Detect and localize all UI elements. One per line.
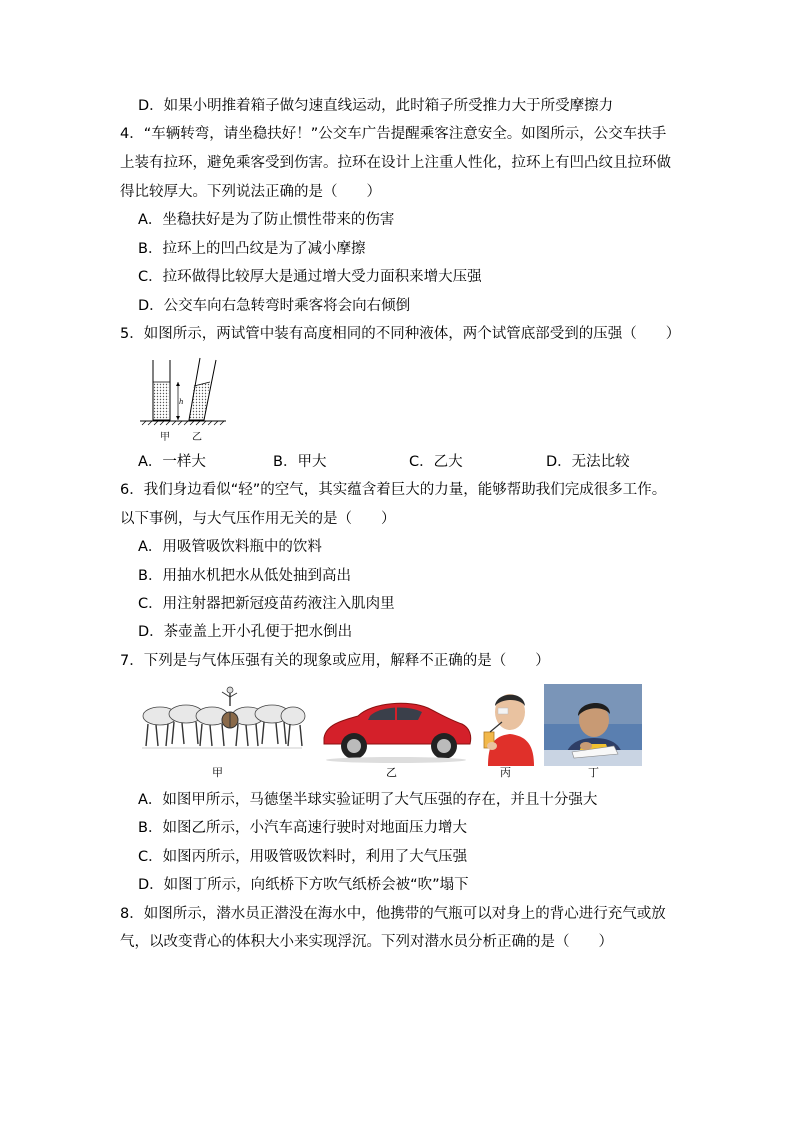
q7-stem: 7．下列是与气体压强有关的现象或应用，解释不正确的是（ ）: [120, 653, 550, 669]
magdeburg-horses-image: [138, 684, 306, 766]
q4-stem-line-3: 得比较厚大。下列说法正确的是（ ）: [120, 184, 381, 200]
paper-bridge-image: [544, 684, 642, 766]
caption-yi: 乙: [386, 766, 397, 779]
q4-stem-line-1: 4．“车辆转弯，请坐稳扶好！”公交车广告提醒乘客注意安全。如图所示，公交车扶手: [120, 126, 667, 142]
q6-option-b: B．用抽水机把水从低处抽到高出: [138, 568, 351, 584]
q8-stem-line-2: 气，以改变背心的体积大小来实现浮沉。下列对潜水员分析正确的是（ ）: [120, 934, 613, 950]
caption-jia: 甲: [212, 766, 223, 779]
q4-option-d: D．公交车向右急转弯时乘客将会向右倾倒: [138, 298, 411, 314]
q7-option-d: D．如图丁所示，向纸桥下方吹气纸桥会被“吹”塌下: [138, 877, 469, 893]
height-label: h: [179, 398, 184, 406]
tube-label-jia: 甲: [160, 432, 170, 443]
q4-stem-line-2: 上装有拉环，避免乘客受到伤害。拉环在设计上注重人性化，拉环上有凹凸纹且拉环做: [120, 155, 671, 171]
tube-label-yi: 乙: [192, 432, 202, 443]
q6-option-d: D．茶壶盖上开小孔便于把水倒出: [138, 624, 353, 640]
q4-option-b: B．拉环上的凹凸纹是为了减小摩擦: [138, 241, 366, 257]
q7-option-b: B．如图乙所示，小汽车高速行驶时对地面压力增大: [138, 820, 467, 836]
q3-option-d: D．如果小明推着箱子做匀速直线运动，此时箱子所受推力大于所受摩擦力: [138, 98, 614, 114]
q6-stem-line-1: 6．我们身边看似“轻”的空气，其实蕴含着巨大的力量，能够帮助我们完成很多工作。: [120, 482, 667, 498]
q7-option-c: C．如图丙所示，用吸管吸饮料时，利用了大气压强: [138, 849, 468, 865]
q6-option-c: C．用注射器把新冠疫苗药液注入肌肉里: [138, 596, 395, 612]
q7-option-a: A．如图甲所示，马德堡半球实验证明了大气压强的存在，并且十分强大: [138, 792, 598, 808]
q5-option-d: D．无法比较: [546, 454, 630, 470]
caption-bing: 丙: [500, 766, 511, 779]
q6-stem-line-2: 以下事例，与大气压作用无关的是（ ）: [120, 511, 396, 527]
q4-option-a: A．坐稳扶好是为了防止惯性带来的伤害: [138, 212, 395, 228]
q5-option-a: A．一样大: [138, 454, 206, 470]
q5-option-c: C．乙大: [409, 454, 463, 470]
boy-drinking-image: [480, 684, 538, 766]
caption-ding: 丁: [588, 766, 599, 779]
q8-stem-line-1: 8．如图所示，潜水员正潜没在海水中，他携带的气瓶可以对身上的背心进行充气或放: [120, 906, 666, 922]
q5-option-b: B．甲大: [273, 454, 327, 470]
q5-stem: 5．如图所示，两试管中装有高度相同的不同种液体，两个试管底部受到的压强（ ）: [120, 326, 681, 342]
q6-option-a: A．用吸管吸饮料瓶中的饮料: [138, 539, 322, 555]
q4-option-c: C．拉环做得比较厚大是通过增大受力面积来增大压强: [138, 269, 482, 285]
test-tubes-figure: [138, 356, 230, 444]
red-car-image: [318, 694, 474, 764]
